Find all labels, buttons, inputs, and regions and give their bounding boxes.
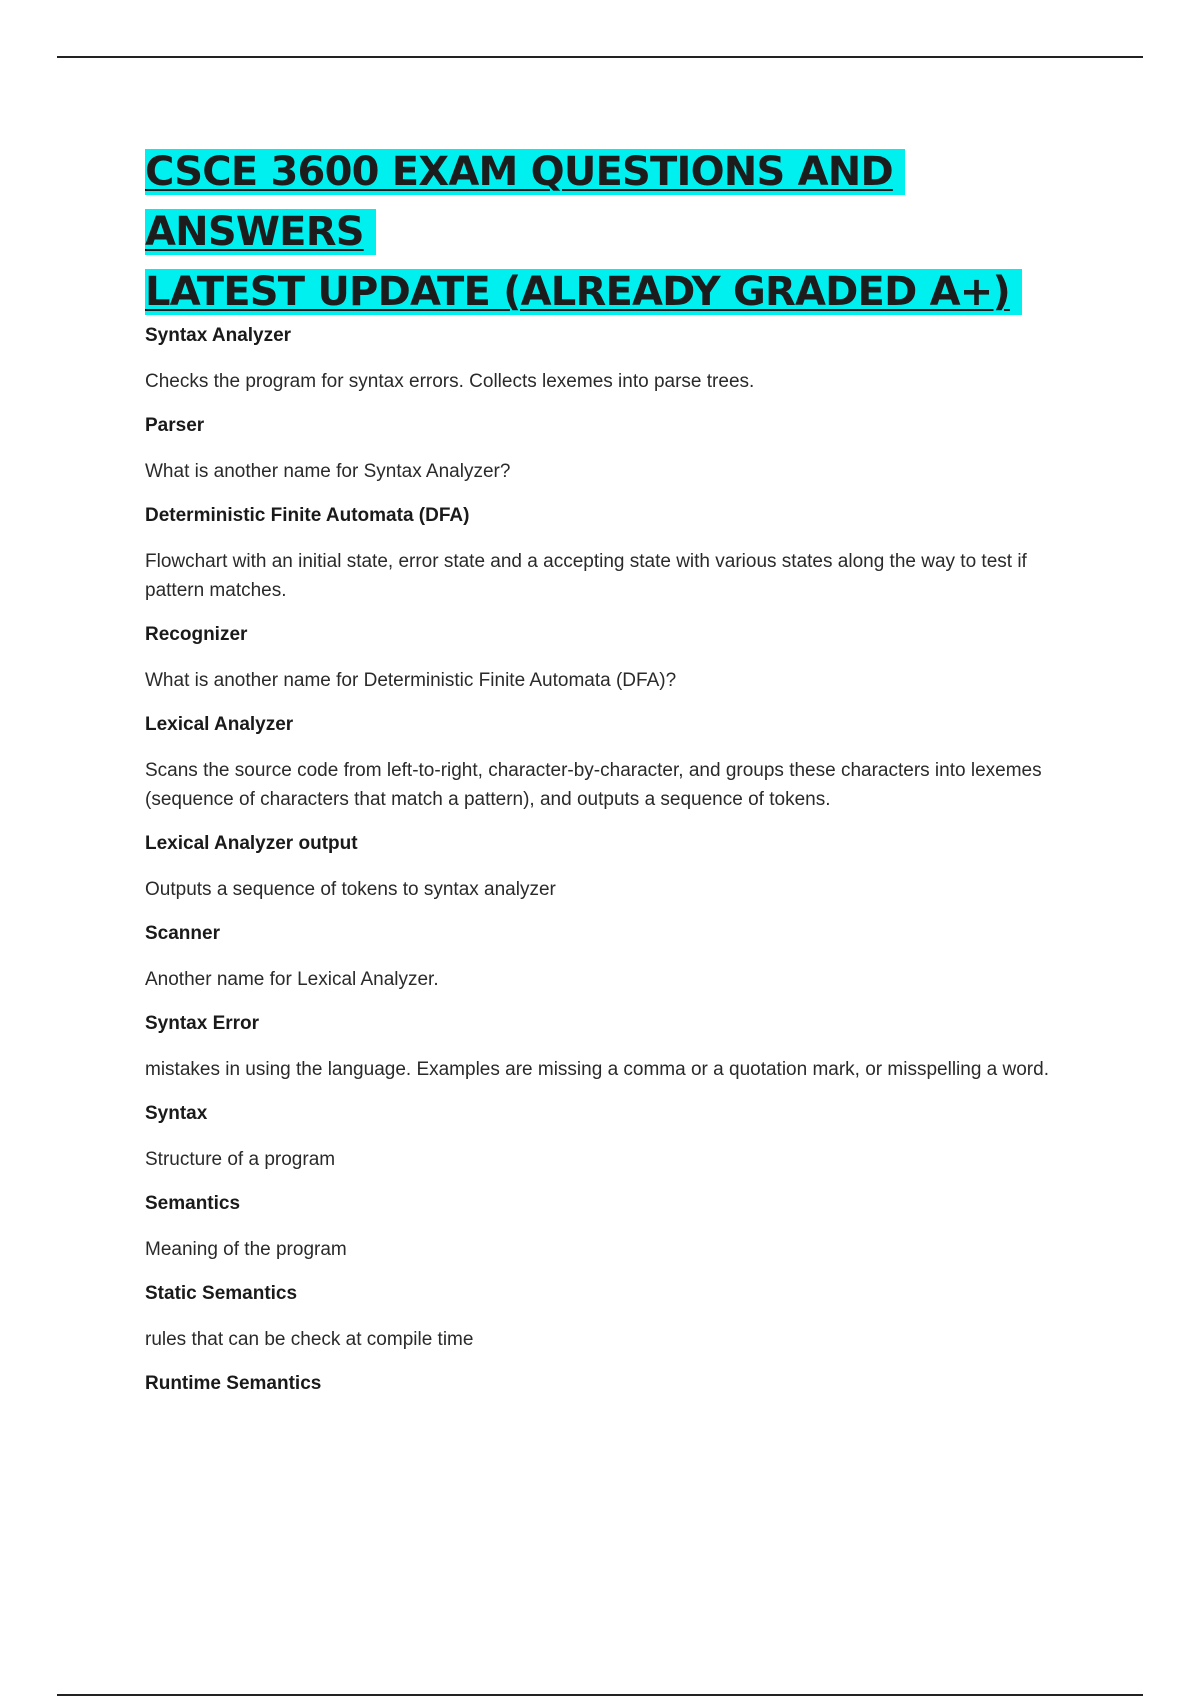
title-line-2: LATEST UPDATE (ALREADY GRADED A+) xyxy=(145,269,1022,315)
term: Scanner xyxy=(145,923,220,944)
definition: What is another name for Syntax Analyzer? xyxy=(145,461,511,482)
term: Deterministic Finite Automata (DFA) xyxy=(145,505,470,526)
page-title xyxy=(145,142,1105,322)
term: Syntax xyxy=(145,1103,208,1124)
term: Runtime Semantics xyxy=(145,1373,322,1394)
term: Lexical Analyzer output xyxy=(145,833,358,854)
definition: Outputs a sequence of tokens to syntax analyzer xyxy=(145,879,556,900)
term: Lexical Analyzer xyxy=(145,714,294,735)
term: Syntax Error xyxy=(145,1013,260,1034)
definition: Checks the program for syntax errors. Collects lexemes into parse trees. xyxy=(145,371,755,392)
definition: rules that can be check at compile time xyxy=(145,1329,474,1350)
term: Static Semantics xyxy=(145,1283,298,1304)
title-line-1: CSCE 3600 EXAM QUESTIONS AND ANSWERS xyxy=(145,149,905,255)
term: Parser xyxy=(145,415,205,436)
definition: mistakes in using the language. Examples are missing a comma or a quotation mark, or misspelling a word. xyxy=(145,1059,1049,1080)
definition: Flowchart with an initial state, error state and a accepting state with various states along the way to test if pattern matches. xyxy=(145,551,1027,601)
definition: Meaning of the program xyxy=(145,1239,347,1260)
term: Syntax Analyzer xyxy=(145,325,292,346)
definition: What is another name for Deterministic Finite Automata (DFA)? xyxy=(145,670,677,691)
term: Semantics xyxy=(145,1193,241,1214)
footer-rule xyxy=(57,1694,1143,1696)
definition: Scans the source code from left-to-right, character-by-character, and groups these characters into lexemes (sequence of characters that match a pattern), and outputs a sequence of tokens. xyxy=(145,760,1042,810)
qa-list xyxy=(145,322,1090,1415)
definition: Structure of a program xyxy=(145,1149,336,1170)
definition: Another name for Lexical Analyzer. xyxy=(145,969,439,990)
header-rule xyxy=(57,56,1143,58)
term: Recognizer xyxy=(145,624,248,645)
